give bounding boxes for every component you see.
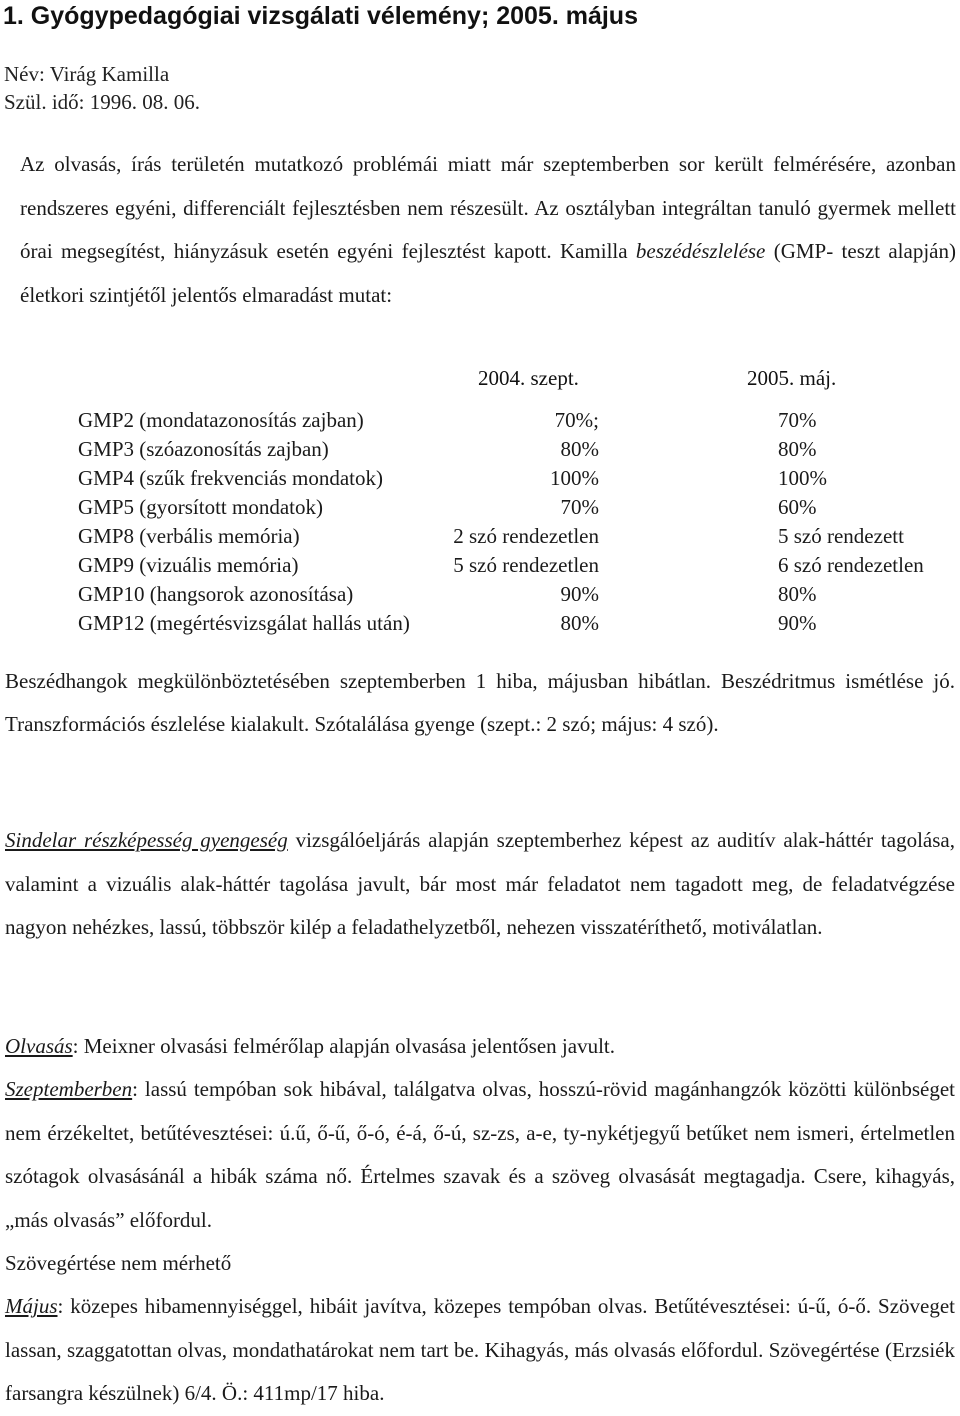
olvasas-text: : Meixner olvasási felmérőlap alapján olvasása jelentősen javult. <box>72 1034 615 1058</box>
table-cell-sept: 70% <box>560 495 599 519</box>
intro-text-start: Az olvasás, írás területén mutatkozó problémái miatt már szeptemberben sor került felmérésére, azonban rendszeres egyéni, differenciált fejlesztésben nem részesült. Az osztályban integráltan tanuló gyermek mellett órai megsegítést, hiányzásuk esetén egyéni fejlesztést kapott. Kamilla <box>20 152 956 263</box>
table-cell-sept: 5 szó rendezetlen <box>453 553 599 577</box>
table-row-label: GMP4 (szűk frekvenciás mondatok) <box>78 466 384 490</box>
student-name: Név: Virág Kamilla <box>4 62 170 86</box>
table-row-label: GMP12 (megértésvizsgálat hallás után) <box>78 611 410 635</box>
table-cell-sept: 70%; <box>554 408 599 432</box>
table-cell-sept: 90% <box>560 582 599 606</box>
olvasas-label: Olvasás <box>5 1034 73 1058</box>
table-row-label: GMP10 (hangsorok azonosítása) <box>78 582 354 606</box>
comprehension-line: Szövegértése nem mérhető <box>5 1251 232 1276</box>
document-heading: 1. Gyógypedagógiai vizsgálati vélemény; 2005. május <box>3 2 638 30</box>
table-cell-sept: 80% <box>560 437 599 461</box>
speech-sounds-paragraph: Beszédhangok megkülönböztetésében szeptemberben 1 hiba, májusban hibátlan. Beszédritmus ismétlése jó. Transzformációs észlelése kialakult. Szótalálása gyenge (szept.: 2 szó; május: 4 szó). <box>5 669 955 736</box>
table-cell-sept: 100% <box>550 466 599 490</box>
table-cell-may: 6 szó rendezetlen <box>778 553 924 577</box>
column-header-sept: 2004. szept. <box>478 366 579 390</box>
intro-text-end: (GMP- teszt alapján) életkori szintjétől jelentős elmaradást mutat: <box>20 239 956 307</box>
table-row-label: GMP5 (gyorsított mondatok) <box>78 495 323 519</box>
may-text: : közepes hibamennyiséggel, hibáit javítva, közepes tempóban olvas. Betűtévesztései: ú-ű, ó-ő. Szöveget lassan, szaggatottan olvas, mondathatárokat nem tart be. Kihagyás, más olvasás előfordul. Szövegértése (Erzsiék farsangra készülnek) 6/4. Ö.: 411mp/17 hiba. <box>5 1294 955 1406</box>
sindelar-label: Sindelar részképesség gyengeség <box>5 828 288 852</box>
table-cell-sept: 80% <box>560 611 599 635</box>
table-cell-may: 5 szó rendezett <box>778 524 904 548</box>
table-cell-may: 90% <box>778 611 817 635</box>
table-cell-may: 80% <box>778 437 817 461</box>
intro-italic-term: beszédészlelése <box>635 239 766 263</box>
table-row-label: GMP9 (vizuális memória) <box>78 553 299 577</box>
reading-section <box>5 1025 955 1416</box>
table-cell-may: 100% <box>778 466 827 490</box>
table-cell-sept: 2 szó rendezetlen <box>453 524 599 548</box>
intro-paragraph <box>20 143 956 317</box>
may-label: Május <box>5 1294 58 1319</box>
table-row-label: GMP8 (verbális memória) <box>78 524 300 548</box>
may-reading <box>5 1285 955 1415</box>
september-label: Szeptemberben <box>5 1077 133 1102</box>
sindelar-text: vizsgálóeljárás alapján szeptemberhez képest az auditív alak-háttér tagolása, valamint a vizuális alak-háttér tagolása javult, bár most már feladatot nem tagadott meg, de feladatvégzése nagyon nehézkes, lassú, többször kilép a feladathelyzetből, nehezen visszatéríthető, motiválatlan. <box>5 828 955 939</box>
table-cell-may: 60% <box>778 495 817 519</box>
column-header-may: 2005. máj. <box>747 366 837 390</box>
birth-date: Szül. idő: 1996. 08. 06. <box>4 90 201 114</box>
reading-summary <box>5 1025 955 1068</box>
september-text: : lassú tempóban sok hibával, találgatva olvas, hosszú-rövid magánhangzók közötti különbséget nem érzékeltet, betűtévesztései: ú.ű, ő-ű, ő-ó, é-á, ő-ú, sz-zs, a-e, ty-nykétjegyű betűket nem ismeri, értelmetlen szótagok olvasásánál a hibák száma nő. Értelmes szavak és a szöveg olvasását megtagadja. Csere, kihagyás, „más olvasás” előfordul. <box>5 1077 955 1232</box>
table-cell-may: 80% <box>778 582 817 606</box>
september-reading <box>5 1068 955 1242</box>
sindelar-paragraph <box>5 819 955 950</box>
table-cell-may: 70% <box>778 408 817 432</box>
table-row-label: GMP3 (szóazonosítás zajban) <box>78 437 329 461</box>
table-row-label: GMP2 (mondatazonosítás zajban) <box>78 408 364 432</box>
